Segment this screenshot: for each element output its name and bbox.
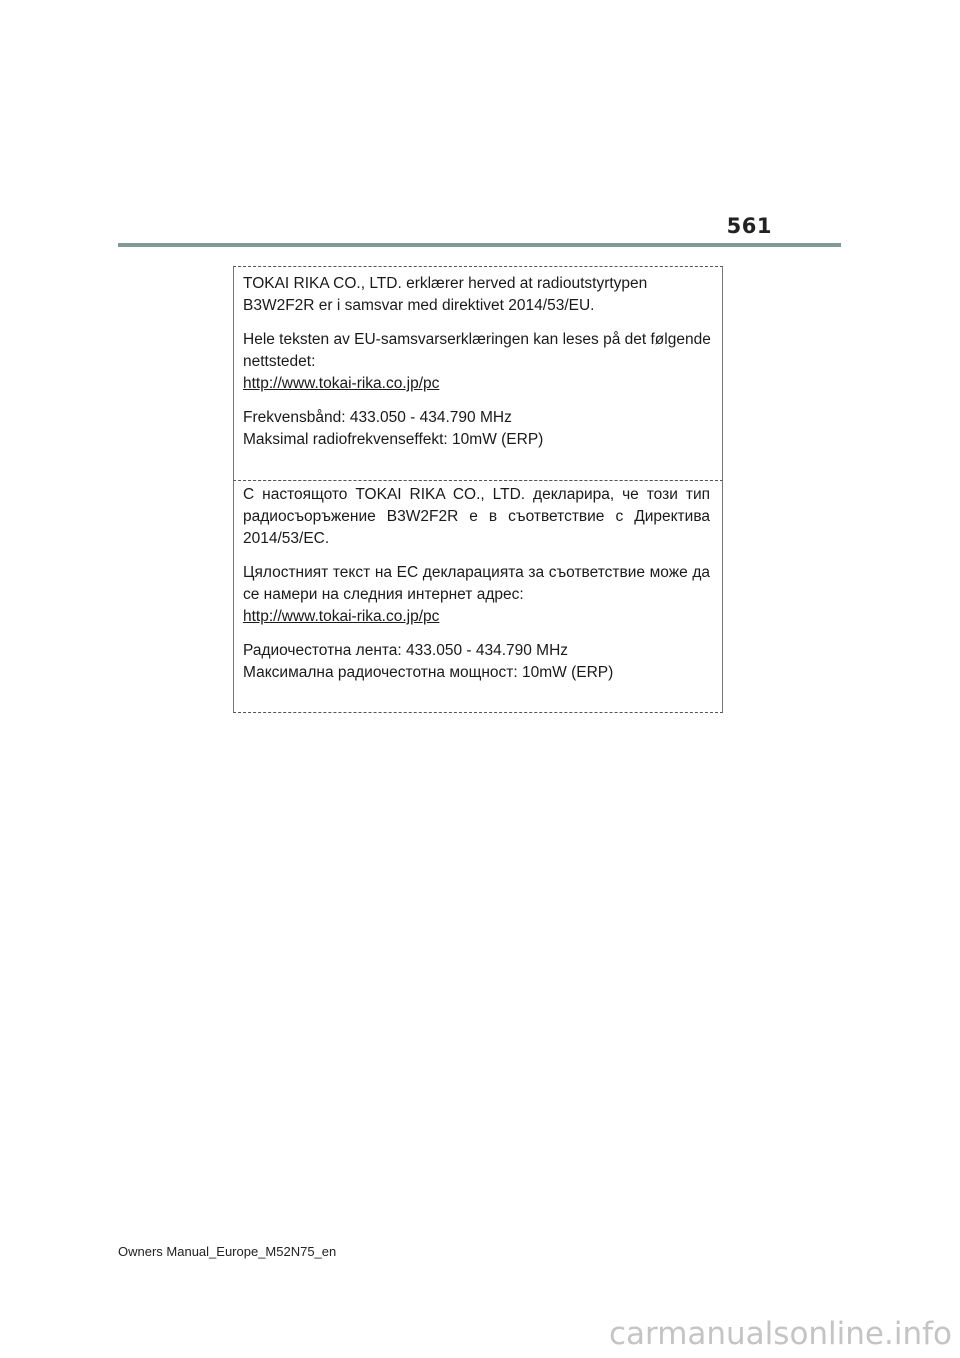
norwegian-declaration-box	[233, 266, 723, 481]
norwegian-fulltext-intro: Hele teksten av EU-samsvarserklæringen kan leses på det følgende nettstedet:	[243, 331, 711, 370]
footer-manual-id: Owners Manual_Europe_M52N75_en	[118, 1244, 337, 1259]
bulgarian-declaration-text: С настоящото TOKAI RIKA CO., LTD. декларира, че този тип радиосъоръжение B3W2F2R е в съответствие с Директива 2014/53/ЕС.	[243, 486, 710, 547]
norwegian-frequency: Frekvensbånd: 433.050 - 434.790 MHz	[243, 409, 512, 426]
header-rule	[118, 243, 841, 247]
bulgarian-url-link[interactable]: http://www.tokai-rika.co.jp/pc	[243, 608, 440, 625]
bulgarian-frequency: Радиочестотна лента: 433.050 - 434.790 MHz	[243, 642, 569, 659]
norwegian-declaration-text: TOKAI RIKA CO., LTD. erklærer herved at radioutstyrtypen B3W2F2R er i samsvar med direktivet 2014/53/EU.	[243, 275, 648, 314]
bulgarian-power: Максимална радиочестотна мощност: 10mW (ERP)	[243, 664, 614, 681]
bulgarian-fulltext-intro: Цялостният текст на ЕС декларацията за съответствие може да се намери на следния интернет адрес:	[243, 564, 710, 603]
watermark: carmanualsonline.info	[608, 1316, 952, 1352]
norwegian-url-link[interactable]: http://www.tokai-rika.co.jp/pc	[243, 375, 440, 392]
bulgarian-declaration-box	[233, 480, 723, 713]
page-number: 561	[726, 214, 772, 238]
norwegian-power: Maksimal radiofrekvenseffekt: 10mW (ERP)	[243, 431, 544, 448]
